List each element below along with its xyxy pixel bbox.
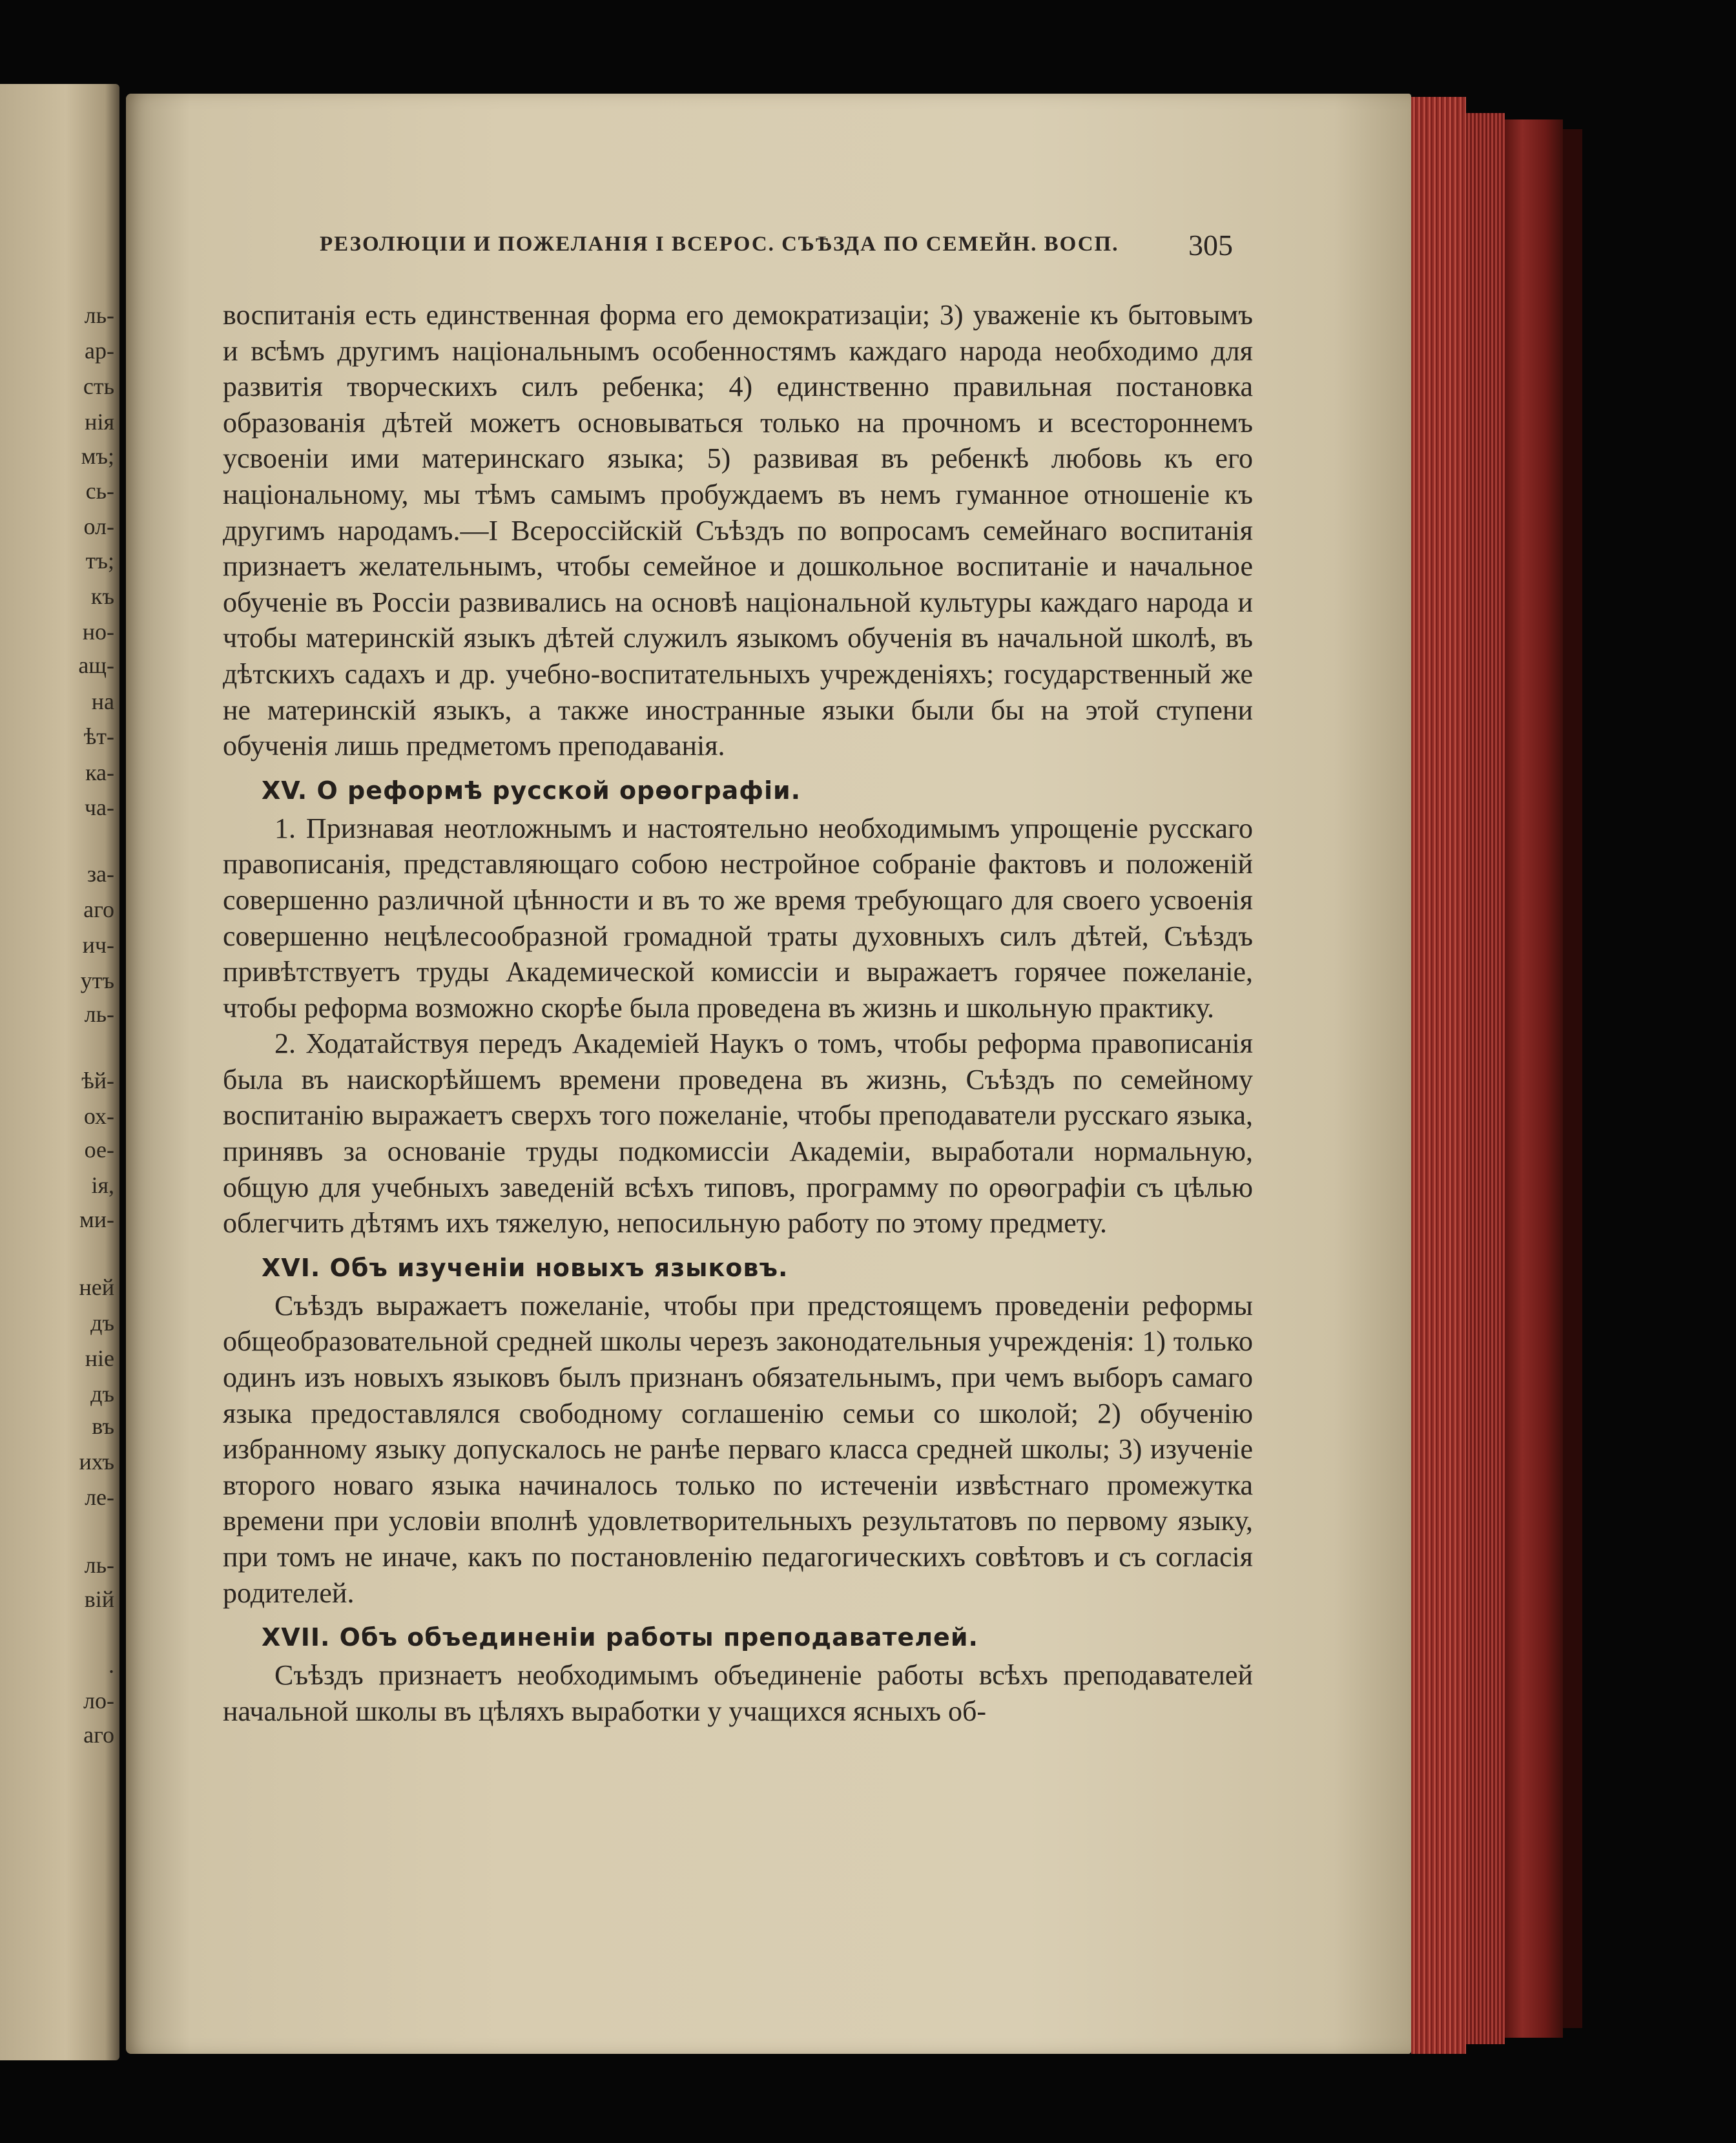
previous-page-line-ending: ое- <box>84 1137 114 1163</box>
page-block-edge <box>1411 97 1466 2054</box>
previous-page-line-ending: ней <box>79 1274 114 1300</box>
paragraph: 2. Ходатайствуя передъ Академіей Наукъ о томъ, чтобы реформа правописанія была въ наискорѣйшемъ времени проведена въ жизнь, Съѣздъ по семейному воспитанію выражаетъ сверхъ того пожеланіе, чтобы преподаватели русскаго языка, принявъ за основаніе труды подкомиссіи Академіи, выработали нормальную, общую для учебныхъ заведеній всѣхъ типовъ, программу по орѳографіи съ цѣлью облегчить дѣтямъ ихъ тяжелую, непосильную работу по этому предмету. <box>223 1028 1253 1239</box>
previous-page-line-ending: но- <box>82 619 114 645</box>
previous-page-line-ending: ль- <box>84 1552 114 1578</box>
previous-page-line-ending: ол- <box>83 513 114 539</box>
previous-page-line-ending: ка- <box>85 760 114 785</box>
previous-page-line-ending: ми- <box>79 1206 114 1232</box>
page-body <box>223 297 1253 1729</box>
previous-page-line-ending: ащ- <box>78 652 114 678</box>
previous-page-line-ending: на <box>91 688 114 714</box>
previous-page-line-ending: ѣй- <box>81 1068 114 1093</box>
intro-paragraph: воспитанія есть единственная форма его демократизаціи; 3) уваженіе къ бытовымъ и всѣмъ другимъ національнымъ особенностямъ каждаго народа необходимо для развитія творческихъ силъ ребенка; 4) единственно правильная постановка образованія дѣтей можетъ основываться только на прочномъ и всестороннемъ усвоеніи ими материнскаго языка; 5) развивая въ ребенкѣ любовь къ его національному, мы тѣмъ самымъ пробуждаемъ въ немъ гуманное отношеніе къ другимъ народамъ.—I Всероссійскій Съѣздъ по вопросамъ семейнаго воспитанія признаетъ желательнымъ, чтобы семейное и дошкольное воспитаніе и начальное обученіе въ Россіи развивались на основѣ національной культуры каждаго народа и чтобы материнскій языкъ дѣтей служилъ языкомъ обученія въ начальной школѣ, въ дѣтскихъ садахъ и др. учебно-воспитательныхъ учрежденіяхъ; государственный же не материнскій языкъ, а также иностранные языки были бы на этой ступени обученія лишь предметомъ преподаванія. <box>223 299 1253 762</box>
previous-page-edge <box>0 84 119 2060</box>
book-cover-shadow <box>1563 129 1582 2028</box>
previous-page-line-ending: ле- <box>85 1484 114 1510</box>
section-heading-xvi: XVI. Объ изученіи новыхъ языковъ. <box>262 1253 789 1282</box>
previous-page-line-ending: ар- <box>85 338 114 364</box>
paragraph: 1. Признавая неотложнымъ и настоятельно необходимымъ упрощеніе русскаго правописанія, представляющаго собою нестройное собраніе фактовъ и положеній совершенно различной цѣнности и въ то же время требующаго для своего усвоенія совершенно нецѣлесообразной громадной траты духовныхъ силъ дѣтей, Съѣздъ привѣтствуетъ труды Академической комиссіи и выражаетъ горячее пожеланіе, чтобы реформа возможно скорѣе была проведена въ жизнь и школьную практику. <box>223 812 1253 1024</box>
running-head: РЕЗОЛЮЦІИ И ПОЖЕЛАНІЯ І ВСЕРОС. СЪѢЗДА ПО СЕМЕЙН. ВОСП. <box>320 233 1119 256</box>
previous-page-line-ending: . <box>108 1652 114 1678</box>
previous-page-line-ending: сь- <box>85 478 114 504</box>
previous-page-line-ending: въ <box>92 1413 114 1439</box>
previous-page-line-ending: мъ; <box>81 443 114 469</box>
previous-page-line-ending: аго <box>83 1722 114 1748</box>
previous-page-line-ending: ль- <box>84 302 114 328</box>
previous-page-line-ending: тъ; <box>85 548 114 574</box>
previous-page-line-ending: къ <box>90 583 114 609</box>
section-heading-xv: XV. О реформѣ русской орѳографіи. <box>262 776 801 805</box>
previous-page-line-ending: ль- <box>84 1001 114 1027</box>
book-cover-edge <box>1505 119 1563 2038</box>
previous-page-line-ending: ія, <box>91 1172 114 1198</box>
paragraph: Съѣздъ признаетъ необходимымъ объединеніе работы всѣхъ преподавателей начальной школы въ цѣляхъ выработки у учащихся ясныхъ об- <box>223 1659 1253 1727</box>
previous-page-line-ending: за- <box>87 861 114 887</box>
previous-page-line-ending: ѣт- <box>83 723 114 749</box>
paragraph: Съѣздъ выражаетъ пожеланіе, чтобы при предстоящемъ проведеніи реформы общеобразовательной средней школы черезъ законодательныя учрежденія: 1) только одинъ изъ новыхъ языковъ былъ признанъ обязательнымъ, при чемъ выборъ самаго языка предоставлялся свободному соглашенію семьи со школой; 2) обученію избранному языку допускалось не ранѣе перваго класса средней школы; 3) изученіе второго новаго языка начиналось только по истеченіи извѣстнаго промежутка времени при условіи вполнѣ удовлетворительныхъ результатовъ по первому языку, при томъ не иначе, какъ по постановленію педагогическихъ совѣтовъ и съ согласія родителей. <box>223 1289 1253 1609</box>
previous-page-line-ending: вій <box>84 1586 114 1612</box>
section-heading-xvii: XVII. Объ объединеніи работы преподавателей. <box>262 1623 978 1652</box>
previous-page-line-ending: дъ <box>90 1381 114 1407</box>
previous-page-line-ending: ча- <box>84 794 114 820</box>
previous-page-line-ending: ло- <box>83 1688 114 1713</box>
previous-page-line-ending: ихъ <box>79 1449 114 1475</box>
page-number: 305 <box>1188 229 1233 262</box>
previous-page-line-ending: ох- <box>83 1103 114 1129</box>
previous-page-line-ending: нія <box>85 409 114 435</box>
previous-page-line-ending: дъ <box>90 1310 114 1336</box>
previous-page-line-ending: ніе <box>85 1345 114 1371</box>
previous-page-line-ending: ич- <box>82 932 114 958</box>
previous-page-line-ending: сть <box>83 373 114 399</box>
page-block-edge <box>1466 113 1505 2044</box>
previous-page-line-ending: аго <box>83 896 114 922</box>
previous-page-line-ending: утъ <box>80 968 114 993</box>
